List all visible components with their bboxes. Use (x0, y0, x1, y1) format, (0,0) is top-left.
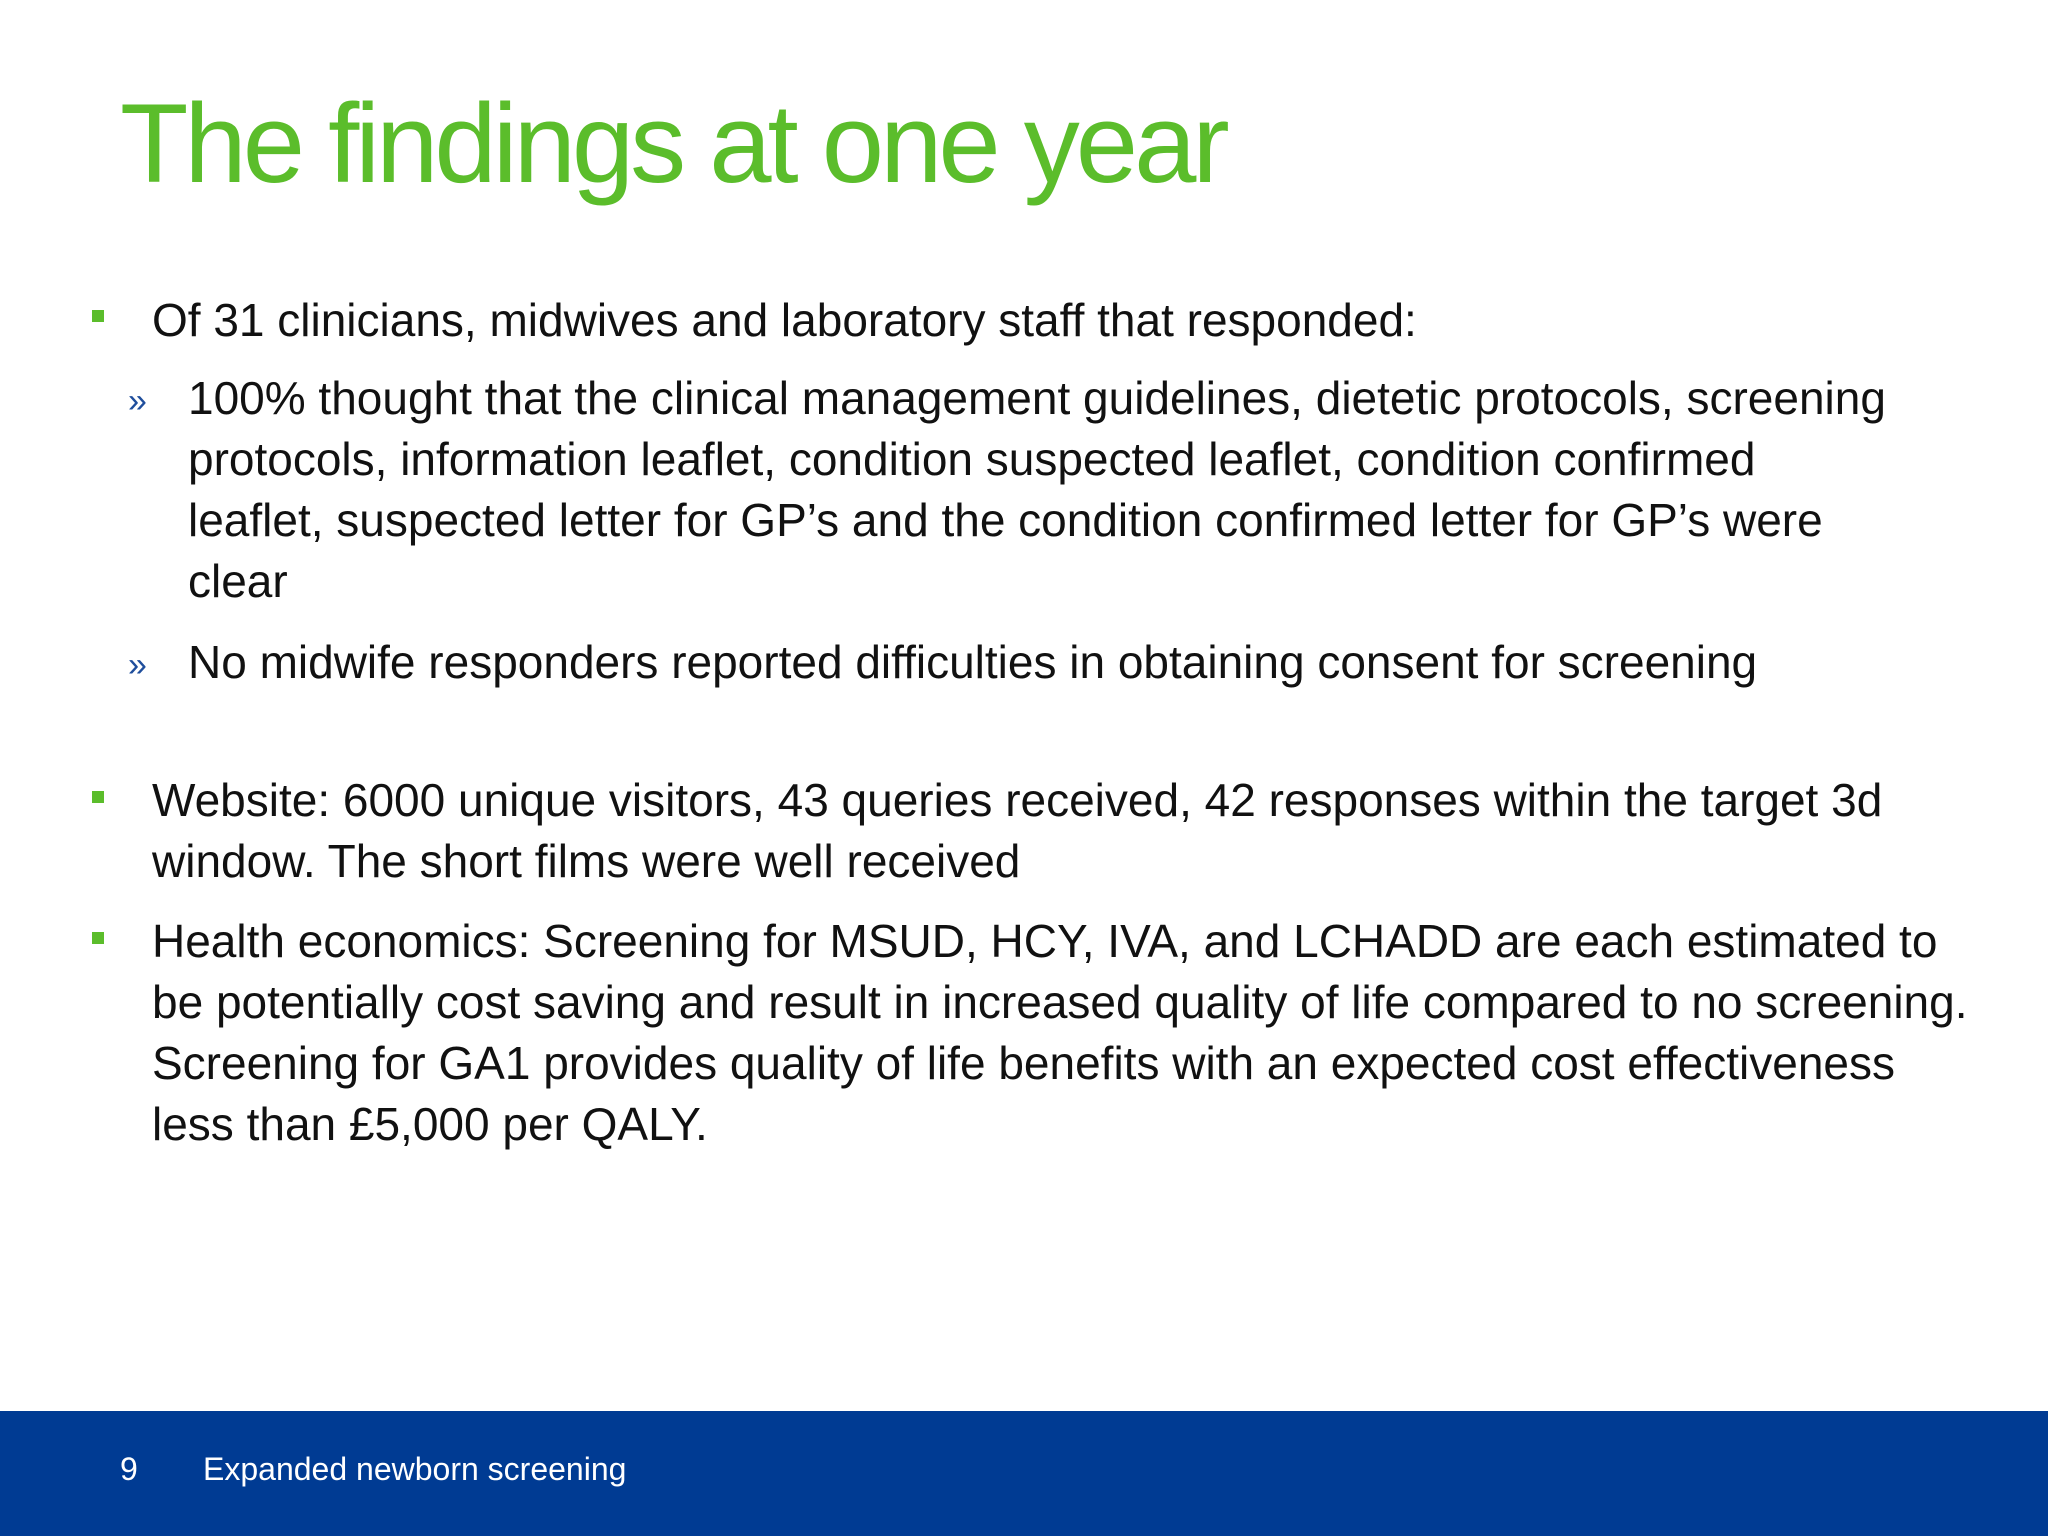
square-bullet-icon (92, 791, 104, 803)
sub-bullet-item: No midwife responders reported difficulties in obtaining consent for screening (188, 636, 1758, 688)
footer-title: Expanded newborn screening (203, 1451, 627, 1487)
bullet-item: Health economics: Screening for MSUD, HCY, IVA, and LCHADD are each estimated to be potentially cost saving and result in increased quality of life compared to no screening. Screening for GA1 provides quality of life benefits with an expected cost effectiveness less than £5,000 per QALY. (152, 915, 1968, 1150)
slide-number: 9 (120, 1451, 138, 1487)
square-bullet-icon (92, 310, 104, 322)
bullet-item: Website: 6000 unique visitors, 43 queries received, 42 responses within the target 3d window. The short films were well received (152, 774, 1883, 887)
bullet-item: Of 31 clinicians, midwives and laboratory staff that responded: (152, 294, 1417, 346)
sub-bullet-item: 100% thought that the clinical management guidelines, dietetic protocols, screening protocols, information leaflet, condition suspected leaflet, condition confirmed leaflet, suspected letter for GP’s and the condition confirmed letter for GP’s were clear (188, 372, 1886, 607)
slide-title: The findings at one year (120, 81, 1226, 206)
chevron-bullet-icon: » (128, 646, 147, 684)
square-bullet-icon (92, 932, 104, 944)
chevron-bullet-icon: » (128, 382, 147, 420)
footer-bar (0, 1411, 2048, 1536)
